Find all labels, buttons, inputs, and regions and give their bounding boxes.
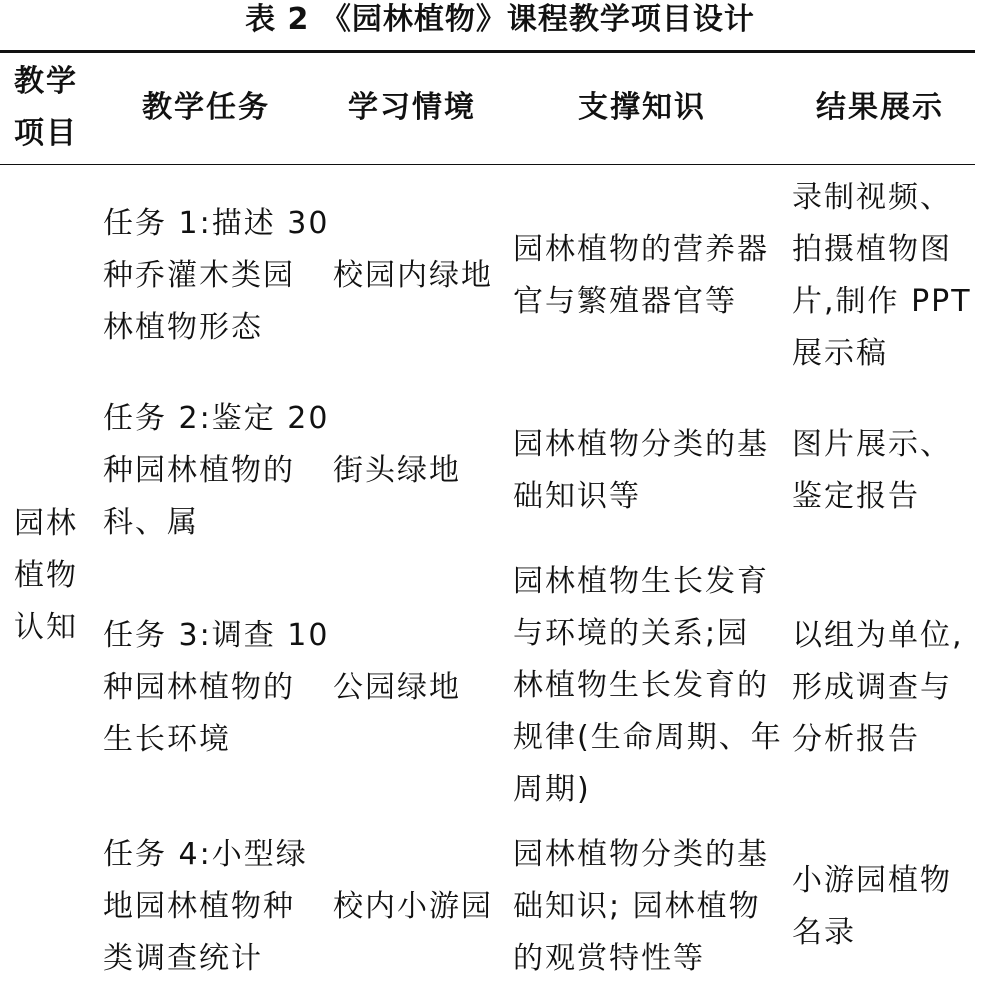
result-cell: 录制视频、 拍摄植物图 片,制作 PPT 展示稿 [792,180,972,371]
header-task: 教学任务 [142,90,270,125]
situation-cell: 街头绿地 [333,453,461,488]
header-situation: 学习情境 [348,90,476,125]
knowledge-cell: 园林植物生长发育 与环境的关系;园 林植物生长发育的 规律(生命周期、年 周期) [513,564,783,807]
knowledge-cell: 园林植物分类的基 础知识等 [513,427,769,514]
project-name: 园林 植物 认知 [14,506,78,645]
header-project: 教学 项目 [14,64,78,151]
result-cell: 图片展示、 鉴定报告 [792,427,952,514]
task-cell: 任务 3:调查 10 种园林植物的 生长环境 [103,618,330,757]
situation-cell: 校内小游园 [333,889,493,924]
task-cell: 任务 1:描述 30 种乔灌木类园 林植物形态 [103,206,330,345]
table-title: 表 2 《园林植物》课程教学项目设计 [245,2,755,37]
task-cell: 任务 4:小型绿 地园林植物种 类调查统计 [103,837,308,976]
header-knowledge: 支撑知识 [578,90,706,125]
situation-cell: 校园内绿地 [333,258,493,293]
header-result: 结果展示 [816,90,944,125]
result-cell: 以组为单位, 形成调查与 分析报告 [792,618,964,757]
situation-cell: 公园绿地 [333,670,461,705]
knowledge-cell: 园林植物的营养器 官与繁殖器官等 [513,232,769,319]
knowledge-cell: 园林植物分类的基 础知识; 园林植物 的观赏特性等 [513,837,769,976]
header-rule [0,164,975,165]
top-rule [0,50,975,53]
task-cell: 任务 2:鉴定 20 种园林植物的 科、属 [103,401,330,540]
result-cell: 小游园植物 名录 [792,863,952,950]
